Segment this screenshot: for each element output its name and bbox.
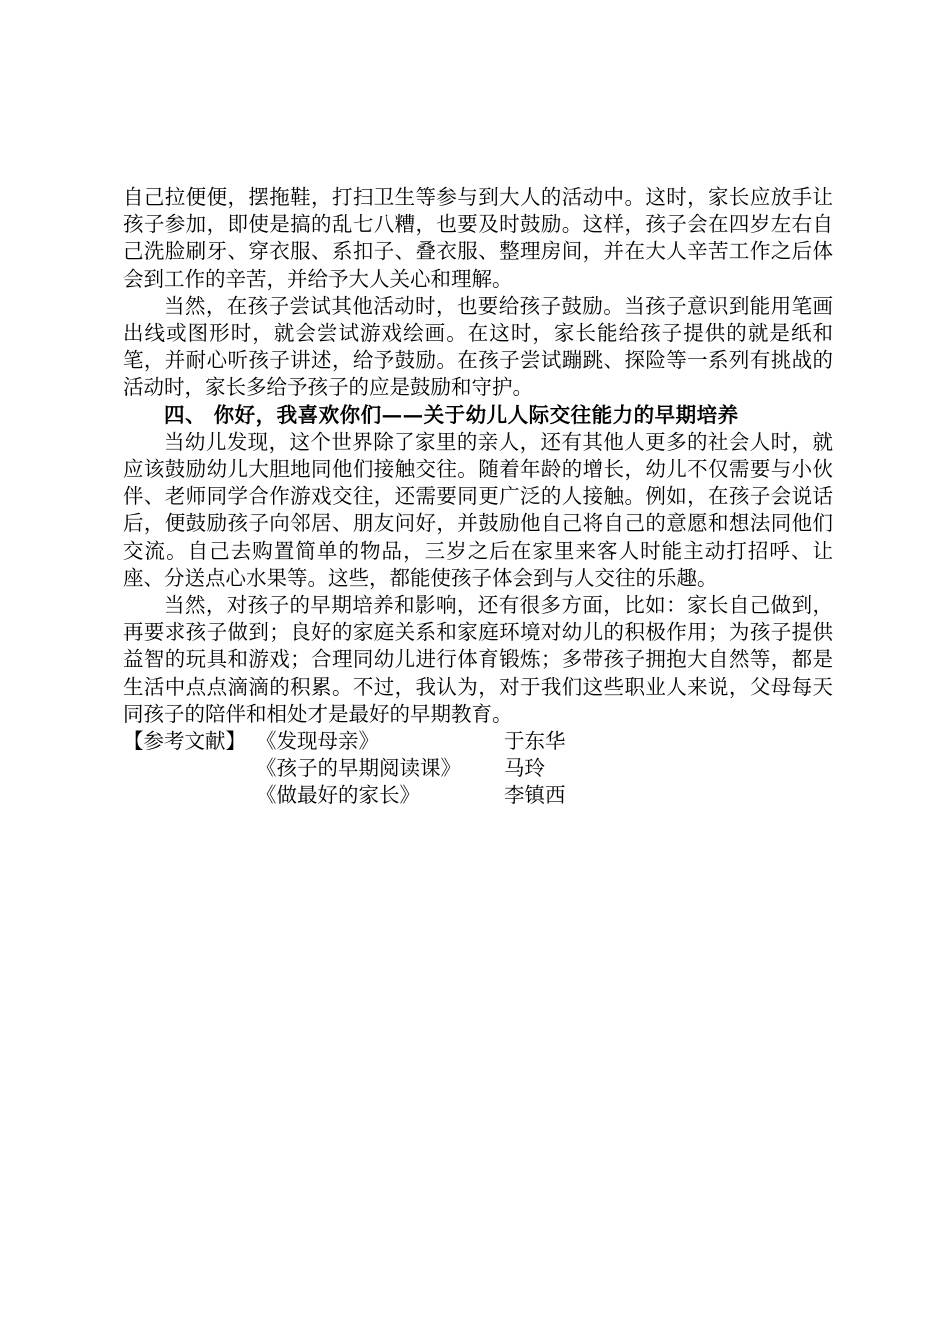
paragraph-self-care: 自己拉便便，摆拖鞋，打扫卫生等参与到大人的活动中。这时，家长应放手让孩子参加，即使是搞的乱七八糟，也要及时鼓励。这样，孩子会在四岁左右自己洗脸刷牙、穿衣服、系扣子、叠衣服、整理房间，并在大人辛苦工作之后体会到工作的辛苦，并给予大人关心和理解。 xyxy=(123,185,833,291)
references-section xyxy=(123,728,833,810)
references-label: 【参考文献】 xyxy=(123,729,246,754)
reference-author: 李镇西 xyxy=(504,783,566,808)
paragraph-social-interaction: 当幼儿发现，这个世界除了家里的亲人，还有其他人更多的社会人时，就应该鼓励幼儿大胆地同他们接触交往。随着年龄的增长，幼儿不仅需要与小伙伴、老师同学合作游戏交往，还需要同更广泛的人接触。例如，在孩子会说话后，便鼓励孩子向邻居、朋友问好，并鼓励他自己将自己的意愿和想法同他们交流。自己去购置简单的物品，三岁之后在家里来客人时能主动打招呼、让座、分送点心水果等。这些，都能使孩子体会到与人交往的乐趣。 xyxy=(123,429,833,590)
references-label-spacer xyxy=(123,755,256,782)
reference-row xyxy=(123,782,833,809)
reference-row xyxy=(123,728,833,755)
reference-row xyxy=(123,755,833,782)
section-heading-four: 四、 你好，我喜欢你们——关于幼儿人际交往能力的早期培养 xyxy=(164,402,739,427)
reference-author: 于东华 xyxy=(504,729,566,754)
document-page xyxy=(123,184,833,810)
references-label-spacer xyxy=(123,782,256,809)
reference-title: 《做最好的家长》 xyxy=(256,783,420,808)
reference-title: 《孩子的早期阅读课》 xyxy=(256,756,461,781)
reference-title: 《发现母亲》 xyxy=(256,729,379,754)
paragraph-conclusion: 当然，对孩子的早期培养和影响，还有很多方面，比如：家长自己做到，再要求孩子做到；良好的家庭关系和家庭环境对幼儿的积极作用；为孩子提供益智的玩具和游戏；合理同幼儿进行体育锻炼；多带孩子拥抱大自然等，都是生活中点点滴滴的积累。不过，我认为，对于我们这些职业人来说，父母每天同孩子的陪伴和相处才是最好的早期教育。 xyxy=(123,593,833,726)
reference-author: 马玲 xyxy=(504,756,545,781)
paragraph-encouragement: 当然，在孩子尝试其他活动时，也要给孩子鼓励。当孩子意识到能用笔画出线或图形时，就会尝试游戏绘画。在这时，家长能给孩子提供的就是纸和笔，并耐心听孩子讲述，给予鼓励。在孩子尝试蹦跳、探险等一系列有挑战的活动时，家长多给予孩子的应是鼓励和守护。 xyxy=(123,293,833,400)
